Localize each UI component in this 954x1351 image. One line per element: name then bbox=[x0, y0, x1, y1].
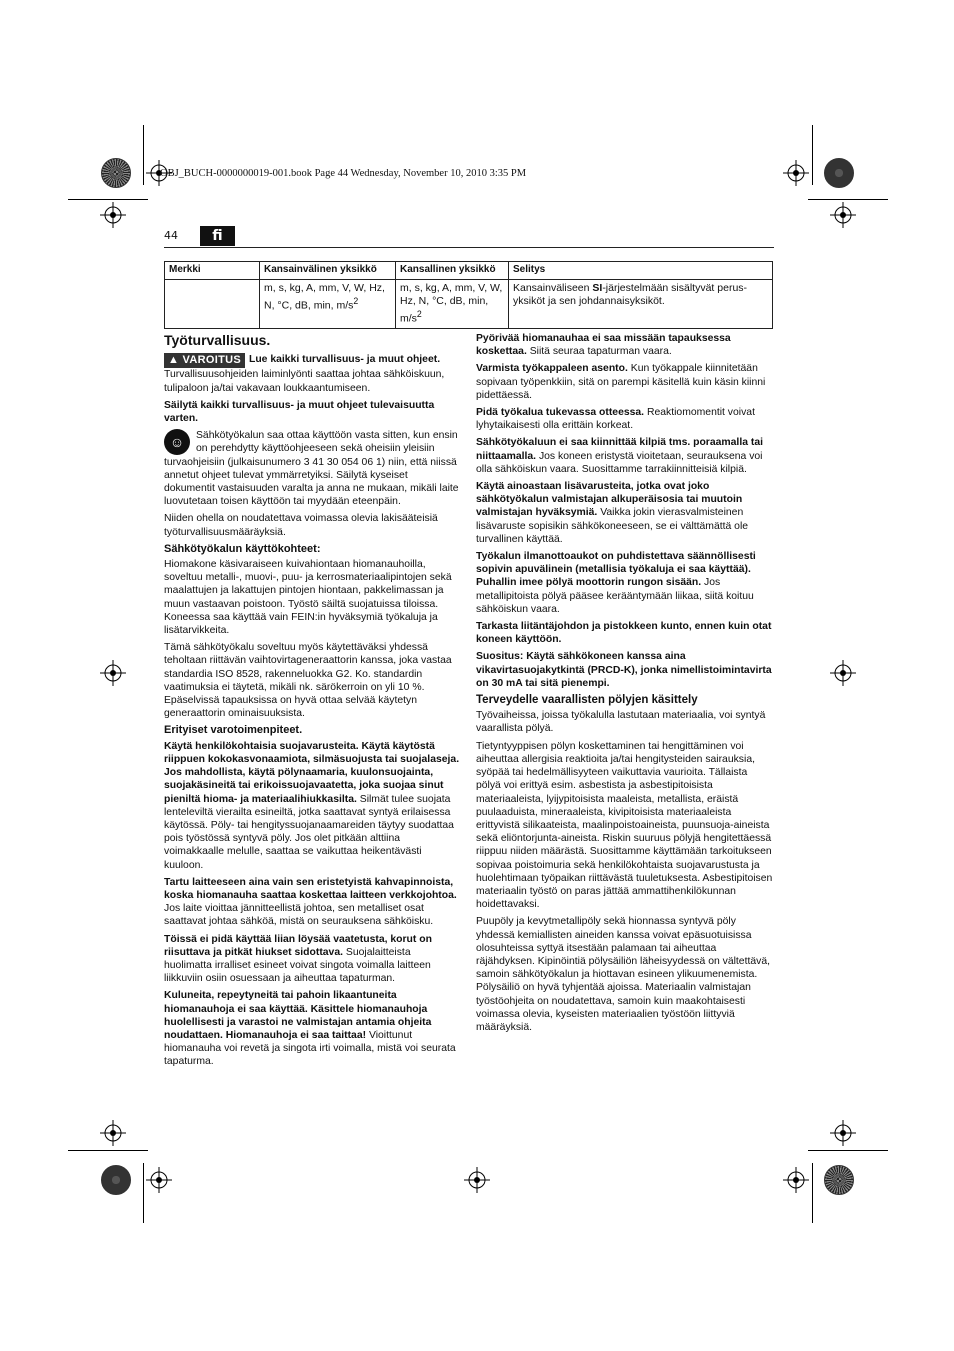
right-paragraph-7: Tarkasta liitäntäjohdon ja pistokkeen kunto, ennen kuin otat koneen käyttöön. bbox=[476, 621, 772, 646]
read-manual-icon: ☺ bbox=[164, 429, 190, 455]
crop-mark bbox=[808, 1150, 888, 1151]
special-heading: Erityiset varotoimenpiteet. bbox=[164, 724, 303, 737]
right-paragraph-4 bbox=[476, 436, 774, 476]
warning-label-text: VAROITUS bbox=[182, 354, 241, 367]
bold-text: Varmista työkappaleen asento. bbox=[476, 363, 628, 375]
use-heading: Sähkötyökalun käyttökohteet: bbox=[164, 542, 321, 555]
body-text: Silmät tulee suojata lenteleviltä vierailta esineiltä, jotka saattavat syntyä erilaisessa käytössä. Pöly- tai hengityssuojanaamareiden täytyy suodattaa pois työstössä syntyvä pöly. Jos olet pitkään alttiina voimakkaalle melulle, saattaa se vaikuttaa heikentävästi kuuloon. bbox=[164, 793, 454, 871]
crop-mark bbox=[143, 1163, 144, 1223]
color-dial-icon bbox=[824, 1165, 854, 1195]
selitys-si: SI bbox=[592, 282, 603, 294]
warning-triangle-icon: ▲ bbox=[168, 354, 180, 367]
bold-text: Tartu laitteeseen aina vain sen eristetyistä kahvapinnoista, koska hiomanauha saattaa koskettaa laitteen verkkojohtoa. bbox=[164, 876, 457, 901]
national-units: m, s, kg, A, mm, V, W, Hz, N, °C, dB, min, m/s bbox=[400, 282, 503, 325]
table-header: Kansallinen yksikkö bbox=[396, 262, 509, 280]
bold-text: Pyörivää hiomanauhaa ei saa missään tapauksessa koskettaa. bbox=[476, 333, 731, 358]
body-text: Kun työkappale kiinnitetään sopivaan työpenkkiin, sitä on parempi käsitellä kuin käsin kiinni pidettäessä. bbox=[476, 363, 766, 401]
registration-mark-icon bbox=[783, 160, 809, 186]
color-dial-icon bbox=[101, 1165, 131, 1195]
section-title: Työturvallisuus. bbox=[164, 332, 271, 348]
body-text: Siitä seuraa tapaturman vaara. bbox=[526, 346, 672, 358]
body-text: Jos koneen eristystä vioitetaan, seurauksena voi olla sähköiskun vaara. Suosittamme tarrakiinnitteisiä kilpiä. bbox=[476, 450, 763, 475]
special-paragraph-1 bbox=[164, 740, 460, 872]
print-header: OBJ_BUCH-0000000019-001.book Page 44 Wednesday, November 10, 2010 3:35 PM bbox=[160, 168, 527, 179]
bold-text: Sähkötyökaluun ei saa kiinnittää kilpiä tms. poraamalla tai niittaamalla. bbox=[476, 437, 763, 462]
table-cell bbox=[509, 280, 773, 329]
superscript: 2 bbox=[416, 309, 422, 319]
warning-bold: Lue kaikki turvallisuus- ja muut ohjeet. bbox=[248, 354, 441, 366]
right-paragraph-6 bbox=[476, 550, 774, 616]
bold-text: Kuluneita, repeytyneitä tai pahoin likaantuneita hiomanauhoja ei saa käyttää. Käsittele hiomanauhoja huolellisesti ja varastoi ne valmistajan antamia ohjeita noudattaen. Hiomanauhoja ei saa taittaa! bbox=[164, 990, 432, 1041]
right-paragraph-3 bbox=[476, 406, 774, 432]
color-dial-icon bbox=[824, 158, 854, 188]
body-text: Jos laite vioittaa jännitteellistä johtoa, sen metalliset osat saattavat johtaa sähköä, mistä on seurauksena sähköisku. bbox=[164, 903, 434, 928]
crop-mark bbox=[808, 199, 888, 200]
use-paragraph-2: Tämä sähkötyökalu soveltuu myös käytettäväksi yhdessä teholtaan riittävän vaihtovirtageneraattorin kanssa, joka vastaa standardia ISO 8528, rakenneluokka G2. Ko. standardin vaatimuksia ei täytetä, mikäli nk. särökerroin on yli 10 %. Epäselvissä tapauksissa on hyvä ottaa selvää käytetyn generaattorin ominaisuuksista. bbox=[164, 642, 452, 720]
registration-mark-icon bbox=[830, 1120, 856, 1146]
superscript: 2 bbox=[353, 296, 359, 306]
table-cell bbox=[165, 280, 260, 329]
selitys-text: -järjestelmään sisältyvät perus-yksiköt ja sen johdannaisyksiköt. bbox=[513, 282, 748, 307]
keep-instructions: Säilytä kaikki turvallisuus- ja muut ohjeet tulevaisuutta varten. bbox=[164, 399, 435, 425]
bold-text: Käytä henkilökohtaisia suojavarusteita. Käytä käytöstä riippuen kokokasvonaamiota, silmäsuojusta tai suojalaseja. Jos mahdollista, käytä pölynaamaria, kuulonsuojainta, suojakäsineitä tai erikoissuojavaatetta, joka suojaa sinut pieniltä hioma- ja materiaalihiukkasilta. bbox=[164, 740, 460, 805]
dust-paragraph-1: Työvaiheissa, joissa työkalulla lastutaan materiaalia, voi syntyä vaarallista pölyä. bbox=[476, 710, 766, 735]
bold-text: Työkalun ilmanottoaukot on puhdistettava säännöllisesti sopivin apuvälinein (metallisia työkaluja ei saa käyttää). Puhallin imee pölyä moottorin rungon sisään. bbox=[476, 551, 756, 589]
manual-paragraph bbox=[164, 429, 460, 508]
special-paragraph-2 bbox=[164, 876, 460, 929]
warning-text: Turvallisuusohjeiden laiminlyönti saattaa johtaa sähköiskuun, tulipaloon ja/tai vakavaan loukkaantumiseen. bbox=[164, 369, 445, 394]
table-header: Merkki bbox=[165, 262, 260, 280]
registration-mark-icon bbox=[783, 1167, 809, 1193]
header-rule bbox=[164, 247, 774, 248]
selitys-text: Kansainväliseen bbox=[513, 282, 593, 294]
units-table bbox=[164, 261, 773, 329]
registration-mark-icon bbox=[100, 1120, 126, 1146]
body-text: Suojalaitteista huolimatta irralliset esineet voivat singota voimalla laitteen liikkuviin osiin osuessaan ja aiheuttaa tapaturman. bbox=[164, 946, 431, 985]
crop-mark bbox=[143, 125, 144, 185]
right-paragraph-2 bbox=[476, 362, 774, 402]
body-text: Vaikka jokin vierasvalmisteinen lisävaruste sopisikin sähkökoneeseen, se ei välttämättä ole turvallinen käyttää. bbox=[476, 507, 749, 545]
body-text: Vioittunut hiomanauha voi revetä ja singota irti voimalla, mistä voi seurata tapaturma. bbox=[164, 1029, 456, 1068]
use-paragraph-1: Hiomakone käsivaraiseen kuivahiontaan hiomanauhoilla, soveltuu metalli-, muovi-, puu- ja kerrosmateriaalipintojen sekä maalattujen ja lakattujen pintojen hiontaan, pakkelimassan ja muun vastaavan poistoon. Työstö säiltä suojatuissa tiloissa. Koneessa saa käyttää vain FEIN:in hyväksymiä työkaluja ja lisätarvikkeita. bbox=[164, 559, 452, 637]
regulations-text: Niiden ohella on noudatettava voimassa olevia lakisääteisiä työturvallisuusmääräyksiä. bbox=[164, 513, 438, 538]
right-paragraph-5 bbox=[476, 480, 774, 546]
special-paragraph-4 bbox=[164, 989, 460, 1068]
table-cell bbox=[260, 280, 396, 329]
registration-mark-icon bbox=[464, 1167, 490, 1193]
registration-mark-icon bbox=[100, 202, 126, 228]
bold-text: Pidä työkalua tukevassa otteessa. bbox=[476, 407, 645, 419]
bold-text: Töissä ei pidä käyttää liian löysää vaatetusta, korut on riisuttava ja pitkät hiukset sidottava. bbox=[164, 933, 432, 958]
registration-mark-icon bbox=[830, 660, 856, 686]
right-paragraph-1 bbox=[476, 332, 774, 358]
left-column bbox=[164, 334, 460, 1073]
right-paragraph-8: Suositus: Käytä sähkökoneen kanssa aina vikavirtasuojakytkintä (PRCD-K), jonka nimellistoimintavirta on 30 mA tai sitä pienempi. bbox=[476, 651, 772, 689]
right-column bbox=[476, 332, 774, 1038]
table-header-row bbox=[165, 262, 773, 280]
dust-paragraph-3: Puupöly ja kevytmetallipöly sekä hionnassa syntyvä pöly yhdessä kemiallisten aineiden kanssa voivat epäsuotuisissa olosuhteissa syttyä itsestään palamaan tai aiheuttaa räjähdyksen. Kipinöintiä pölysäiliön läheisyydessä on vältettävä, samoin sähkötyökalun ja hiottavan esineen ylikuumenemista. Pölysäiliö on hyvä tyhjentää ajoissa. Materiaalin valmistajan työstöohjeita on noudatettava, samoin kuin maakohtaisesti voimassa olevia, kyseisten materiaalien työstöön liittyviä määräyksiä. bbox=[476, 916, 770, 1033]
page-number: 44 bbox=[164, 229, 178, 242]
crop-mark bbox=[68, 1150, 148, 1151]
table-cell bbox=[396, 280, 509, 329]
language-tab: fi bbox=[200, 226, 235, 246]
color-dial-icon bbox=[101, 158, 131, 188]
registration-mark-icon bbox=[100, 660, 126, 686]
intl-units: m, s, kg, A, mm, V, W, Hz, N, °C, dB, min, m/s bbox=[264, 282, 385, 312]
manual-text: Sähkötyökalun saa ottaa käyttöön vasta sitten, kun ensin on perehdytty käyttöohjeeseen sekä oheisiin yleisiin turvaohjeisiin (julkaisunumero 3 41 30 054 06 1) niin, että niissä annetut ohjeet tulevat ymmärretyiksi. Säilytä kyseiset dokumentit vastaisuuden varalta ja anna ne mukaan, mikäli laite luovutetaan toisen käyttöön tai myydään eteenpäin. bbox=[164, 430, 459, 508]
special-paragraph-3 bbox=[164, 933, 460, 986]
dust-paragraph-2: Tietyntyyppisen pölyn koskettaminen tai hengittäminen voi aiheuttaa allergisia reaktioita ja/tai hengitysteiden sairauksia, syöpää tai hedelmällisyyteen vaikuttavia vaurioita. Tällaista pölyä voi erittyä esim. asbestista ja asbestipitoisista materiaaleista, lyijypitoisista maaleista, metallista, eräistä puulaaduista, mineraaleista, kivipitoisista materiaaleista erittyvistä silikaateista, maalinpoistoaineista, puunsuoja-aineista sekä eliöntorjunta-aineista. Riskin suuruus pölyjä hengitettäessä riippuu niiden määrästä. Suosittamme käyttämään tarkoitukseen sopivaa poistoimuria sekä henkilökohtaista suojavarustusta ja huolehtimaan työpaikan riittävästä tuuletuksesta. Asbestipitoisen materiaalin työstö on paras jättää ammattihenkilökunnan hoidettavaksi. bbox=[476, 740, 773, 911]
table-header: Selitys bbox=[509, 262, 773, 280]
table-header: Kansainvälinen yksikkö bbox=[260, 262, 396, 280]
bold-text: Käytä ainoastaan lisävarusteita, jotka ovat joko sähkötyökalun valmistajan alkuperäisosia tai muutoin valmistajan hyväksymiä. bbox=[476, 481, 743, 519]
body-text: Reaktiomomentit voivat lyhytaikaisesti olla erittäin korkeat. bbox=[476, 407, 755, 432]
warning-paragraph bbox=[164, 353, 460, 395]
dust-heading: Terveydelle vaarallisten pölyjen käsittely bbox=[476, 694, 698, 707]
table-row bbox=[165, 280, 773, 329]
crop-mark bbox=[68, 199, 148, 200]
body-text: Jos metallipitoista pölyä pääsee kerääntymään liikaa, siitä koituu sähköiskun vaara. bbox=[476, 577, 754, 615]
crop-mark bbox=[812, 1163, 813, 1223]
registration-mark-icon bbox=[830, 202, 856, 228]
crop-mark bbox=[812, 125, 813, 185]
warning-label bbox=[164, 353, 245, 368]
registration-mark-icon bbox=[146, 1167, 172, 1193]
